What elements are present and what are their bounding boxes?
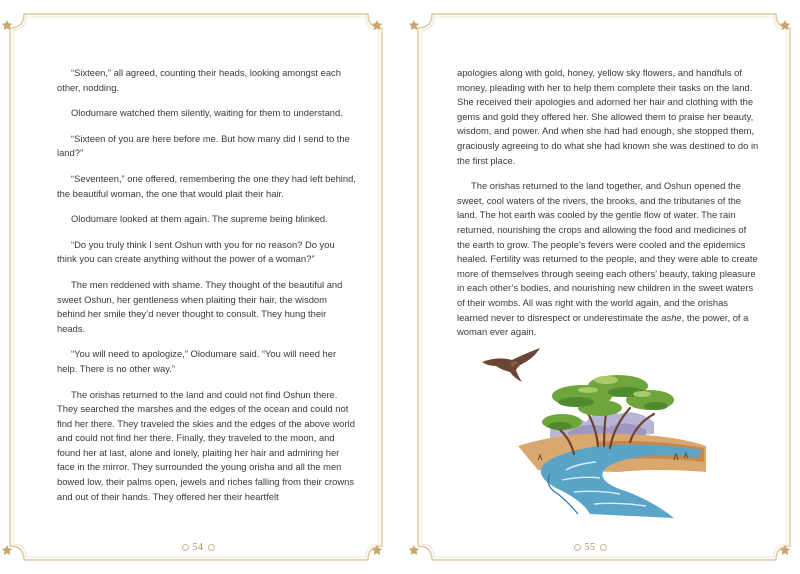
paragraph: The men reddened with shame. They thought of the beautiful and sweet Oshun, her gentleness when plaiting their hair, the wisdom behind her smile they’d never thought to consult. They hung their heads.	[57, 278, 343, 334]
paragraph	[457, 179, 759, 340]
right-page-body	[457, 66, 759, 351]
paragraph-text: The orishas returned to the land together, and Oshun opened the sweet, cool waters of the rivers, the brooks, and the tributaries of the land. The hot earth was cooled by the gentle flow of water. The rain returned, nourishing the crops and allowing the food and medicines of the earth to grow. The people’s fevers were cooled and the epidemics healed. Fertility was returned to the people, and they were able to create more of themselves through seeing each others’ beauty, taking pleasure in each other’s bodies, and nourishing new children in the sweet waters of their wombs. All was right with the world again, and the orishas learned never to disrespect or underestimate the	[457, 180, 758, 323]
paragraph: “Do you truly think I sent Oshun with you for no reason? Do you think you can create anything without the power of a woman?”	[57, 238, 335, 265]
paragraph: apologies along with gold, honey, yellow sky flowers, and handfuls of money, pleading with her to help them complete their tasks on the land. She received their apologies and adorned her hair and clothing with the gems and gold they offered her. She allowed them to praise her beauty, wisdom, and power. And when she had had enough, she stopped them, graciously agreeing to do what she had known she was destined to do in the first place.	[457, 67, 759, 166]
paragraph: “You will need to apologize,” Olodumare said. “You will need her help. There is no other way.”	[57, 348, 337, 374]
page-number-text: 55	[584, 542, 596, 553]
right-page	[400, 0, 800, 574]
paragraph: Olodumare watched them silently, waiting for them to understand.	[71, 107, 343, 119]
emphasis-word: ashe	[661, 311, 682, 323]
eagle-icon	[482, 348, 540, 382]
paragraph: “Sixteen,” all agreed, counting their heads, looking amongst each other, nodding.	[57, 67, 341, 93]
folio-ornament	[182, 544, 189, 551]
page-number	[148, 542, 248, 553]
paragraph: The orishas returned to the land and could not find Oshun there. They searched the marshes and the edges of the ocean and could not find her there. They traveled the skies and the edges of the above world and could not find her there. Finally, they traveled to the moon, and found her at last, alone and lonely, plaiting her hair and admiring her face in the mirror. They surrounded the young orisha and all the men bowed low, their palms open, jewels and riches falling from their crowns and out of their hands. They offered her their heartfelt	[57, 388, 355, 502]
paragraph: “Seventeen,” one offered, remembering the one they had left behind, the beautiful woman, the one that would plait their hair.	[57, 172, 356, 199]
left-page-body	[57, 66, 357, 515]
folio-ornament	[600, 544, 607, 551]
page-number-text: 54	[192, 542, 204, 553]
folio-ornament	[208, 544, 215, 551]
paragraph: “Sixteen of you are here before me. But how many did I send to the land?”	[57, 132, 350, 159]
paragraph-text: , the power, of a woman ever again.	[457, 311, 749, 338]
river-landscape-illustration	[478, 342, 710, 522]
paragraph: Olodumare looked at them again. The supreme being blinked.	[71, 213, 328, 225]
page-number	[540, 542, 640, 553]
folio-ornament	[574, 544, 581, 551]
